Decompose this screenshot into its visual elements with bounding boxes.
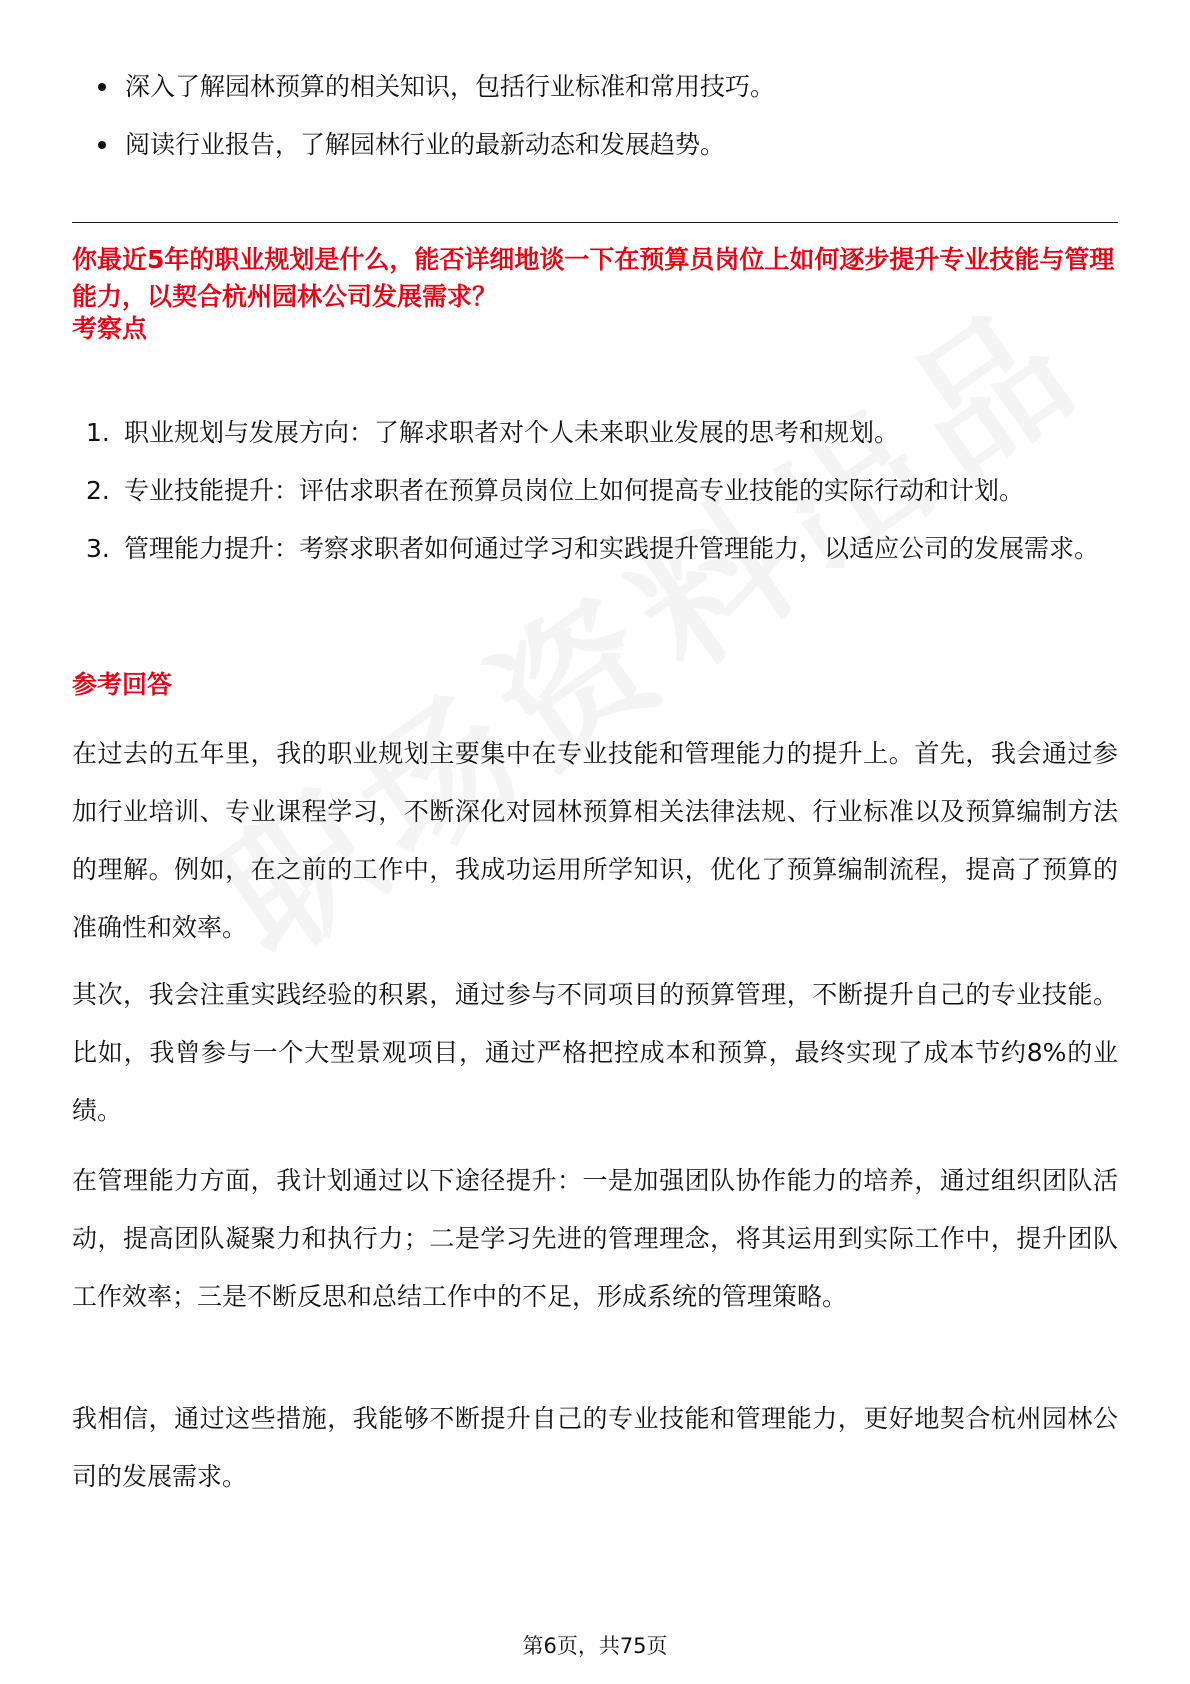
list-item [72, 520, 1118, 578]
answer-paragraph: 我相信，通过这些措施，我能够不断提升自己的专业技能和管理能力，更好地契合杭州园林公司的发展需求。 [72, 1404, 1118, 1491]
item-number: 3. [86, 534, 110, 563]
list-item [72, 462, 1118, 520]
question-heading: 你最近5年的职业规划是什么，能否详细地谈一下在预算员岗位上如何逐步提升专业技能与管理能力，以契合杭州园林公司发展需求？ [72, 245, 1115, 311]
section-divider [72, 222, 1118, 223]
focus-heading: 考察点 [72, 314, 148, 343]
item-text: 职业规划与发展方向：了解求职者对个人未来职业发展的思考和规划。 [124, 418, 900, 447]
item-number: 1. [86, 418, 110, 447]
answer-heading: 参考回答 [72, 670, 173, 699]
list-item [95, 116, 1115, 174]
bullet-icon [98, 83, 106, 91]
answer-paragraph: 在管理能力方面，我计划通过以下途径提升：一是加强团队协作能力的培养，通过组织团队活动，提高团队凝聚力和执行力；二是学习先进的管理理念，将其运用到实际工作中，提升团队工作效率；三是不断反思和总结工作中的不足，形成系统的管理策略。 [72, 1166, 1118, 1311]
bullet-icon [98, 141, 106, 149]
bullet-text: 深入了解园林预算的相关知识，包括行业标准和常用技巧。 [125, 72, 776, 101]
page-number: 第6页，共75页 [522, 1634, 668, 1658]
answer-paragraph: 在过去的五年里，我的职业规划主要集中在专业技能和管理能力的提升上。首先，我会通过参加行业培训、专业课程学习，不断深化对园林预算相关法律法规、行业标准以及预算编制方法的理解。例如，在之前的工作中，我成功运用所学知识，优化了预算编制流程，提高了预算的准确性和效率。 [72, 739, 1118, 942]
top-bullet-list [95, 58, 1115, 174]
answer-paragraph: 其次，我会注重实践经验的积累，通过参与不同项目的预算管理，不断提升自己的专业技能。比如，我曾参与一个大型景观项目，通过严格把控成本和预算，最终实现了成本节约8%的业绩。 [72, 980, 1118, 1125]
item-text: 专业技能提升：评估求职者在预算员岗位上如何提高专业技能的实际行动和计划。 [124, 476, 1025, 505]
item-text: 管理能力提升：考察求职者如何通过学习和实践提升管理能力，以适应公司的发展需求。 [124, 534, 1100, 563]
item-number: 2. [86, 476, 110, 505]
focus-point-list [72, 404, 1118, 578]
list-item [95, 58, 1115, 116]
bullet-text: 阅读行业报告，了解园林行业的最新动态和发展趋势。 [125, 130, 726, 159]
list-item [72, 404, 1118, 462]
